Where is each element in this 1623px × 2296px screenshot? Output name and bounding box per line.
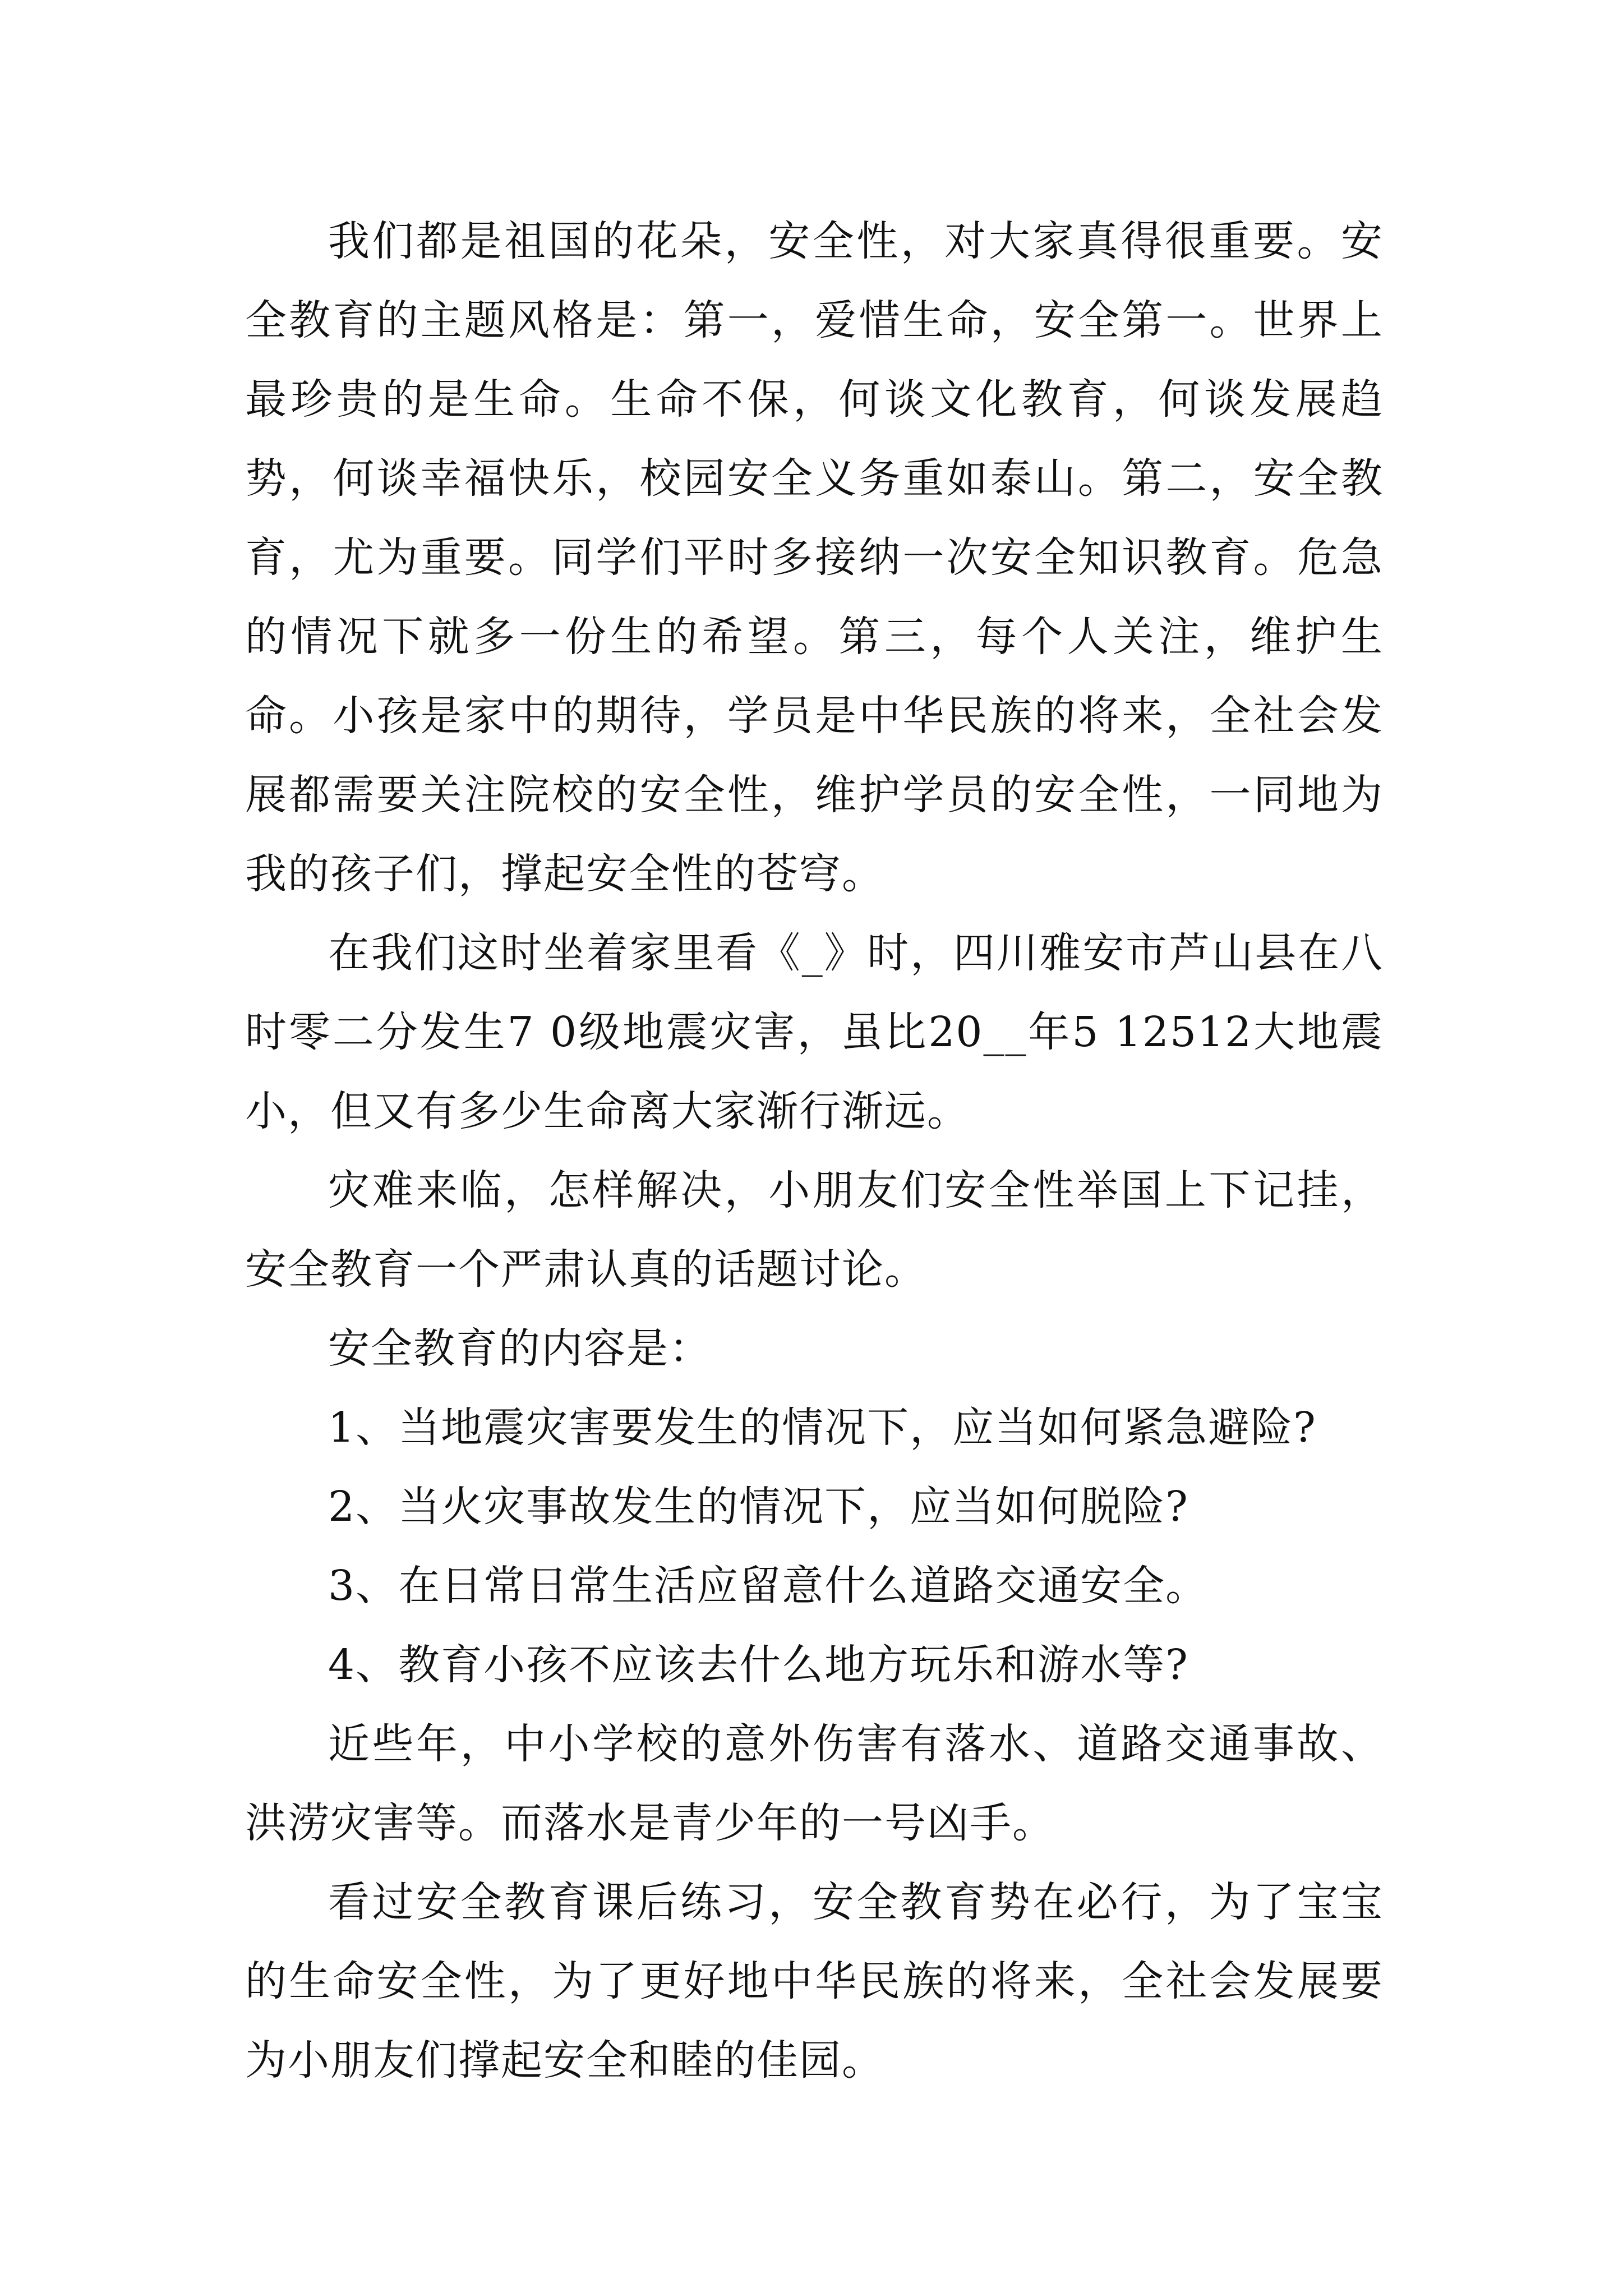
paragraph-4: 安全教育的内容是： — [328, 1324, 712, 1373]
list-item-4: 4、教育小孩不应该去什么地方玩乐和游水等? — [328, 1641, 1189, 1689]
paragraph-3: 灾难来临，怎样解决，小朋友们安全性举国上下记挂，安全教育一个严肃认真的话题讨论。 — [245, 1166, 1384, 1294]
list-item-3: 3、在日常日常生活应留意什么道路交通安全。 — [328, 1562, 1209, 1610]
list-item-2: 2、当火灾事故发生的情况下，应当如何脱险? — [328, 1483, 1189, 1531]
document-body — [245, 202, 1384, 2100]
paragraph-1: 我们都是祖国的花朵，安全性，对大家真得很重要。安全教育的主题风格是：第一，爱惜生命，安全第一。世界上最珍贵的是生命。生命不保，何谈文化教育，何谈发展趋势，何谈幸福快乐，校园安全义务重如泰山。第二，安全教育，尤为重要。同学们平时多接纳一次安全知识教育。危急的情况下就多一份生的希望。第三，每个人关注，维护生命。小孩是家中的期待，学员是中华民族的将来，全社会发展都需要关注院校的安全性，维护学员的安全性，一同地为我的孩子们，撑起安全性的苍穹。 — [245, 217, 1384, 898]
paragraph-6: 看过安全教育课后练习，安全教育势在必行，为了宝宝的生命安全性，为了更好地中华民族的将来，全社会发展要为小朋友们撑起安全和睦的佳园。 — [245, 1878, 1384, 2085]
paragraph-2: 在我们这时坐着家里看《_》时，四川雅安市芦山县在八时零二分发生7 0级地震灾害，虽比20__年5 12512大地震小，但又有多少生命离大家渐行渐远。 — [245, 929, 1384, 1135]
list-item-1: 1、当地震灾害要发生的情况下，应当如何紧急避险? — [328, 1404, 1317, 1452]
paragraph-5: 近些年，中小学校的意外伤害有落水、道路交通事故、洪涝灾害等。而落水是青少年的一号凶手。 — [245, 1720, 1384, 1847]
